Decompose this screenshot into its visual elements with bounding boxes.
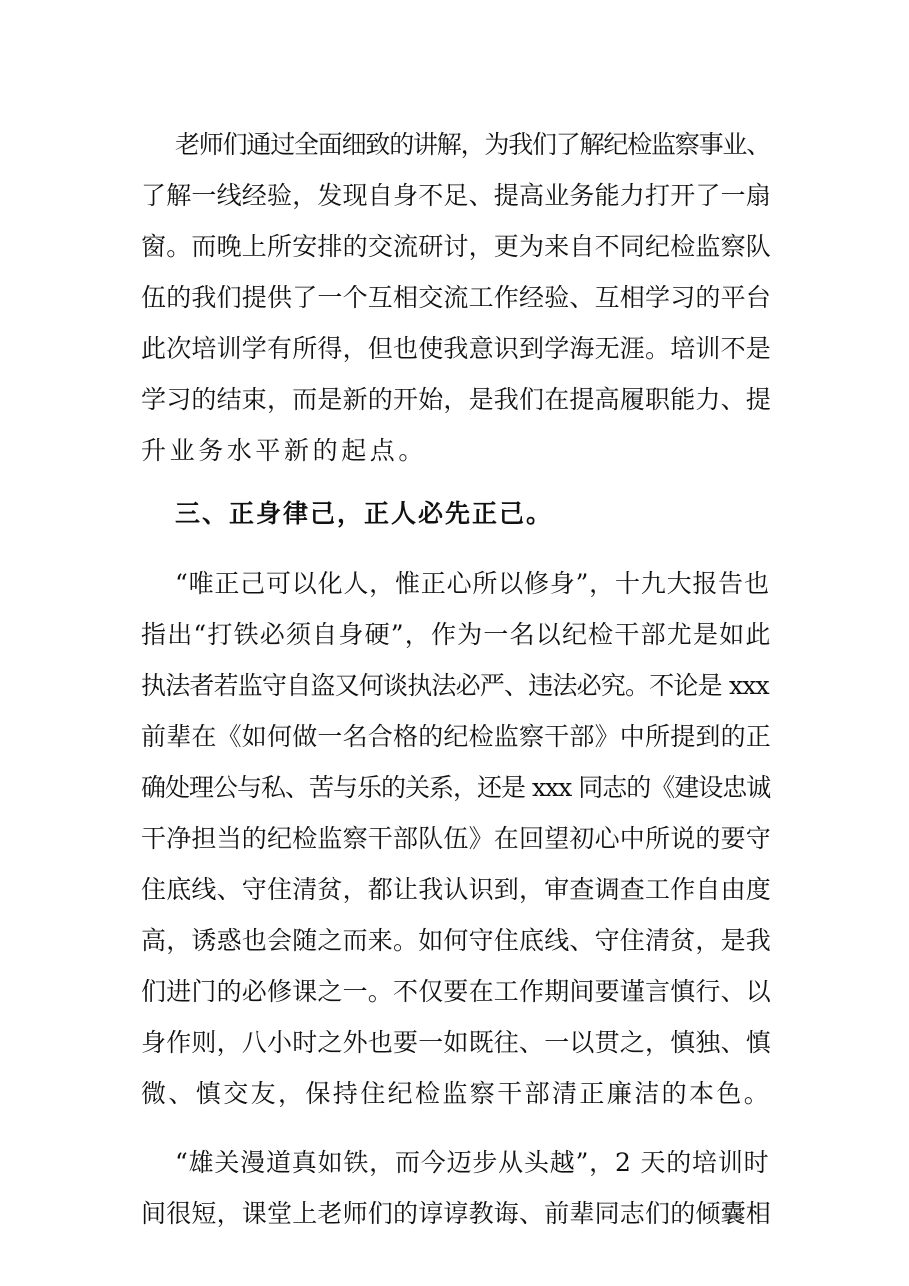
paragraph-3-line-2: 间很短，课堂上老师们的谆谆教诲、前辈同志们的倾囊相 xyxy=(141,1199,772,1228)
paragraph-2-line-1: “唯正己可以化人，惟正心所以修身”，十九大报告也 xyxy=(175,569,770,598)
section-heading: 三、正身律己，正人必先正己。 xyxy=(175,499,554,528)
paragraph-1-line-6: 学习的结束，而是新的开始，是我们在提高履职能力、提 xyxy=(141,385,772,414)
paragraph-1-line-7: 升业务水平新的起点。 xyxy=(141,436,428,465)
paragraph-2-line-2: 指出“打铁必须自身硬”，作为一名以纪检干部尤是如此 xyxy=(141,620,772,649)
paragraph-2-line-6: 干净担当的纪检监察干部队伍》在回望初心中所说的要守 xyxy=(141,824,772,853)
paragraph-1-line-1: 老师们通过全面细致的讲解，为我们了解纪检监察事业、 xyxy=(175,130,771,159)
paragraph-2-line-4: 前辈在《如何做一名合格的纪检监察干部》中所提到的正 xyxy=(141,722,772,751)
paragraph-2-line-9: 们进门的必修课之一。不仅要在工作期间要谨言慎行、以 xyxy=(141,977,772,1006)
paragraph-3-line-1: “雄关漫道真如铁，而今迈步从头越”，2 天的培训时 xyxy=(175,1148,770,1177)
paragraph-2-line-5: 确处理公与私、苦与乐的关系，还是 xxx 同志的《建设忠诚 xyxy=(141,773,771,802)
paragraph-2-line-10: 身作则，八小时之外也要一如既往、一以贯之，慎独、慎 xyxy=(141,1028,772,1057)
paragraph-2-line-7: 住底线、守住清贫，都让我认识到，审查调查工作自由度 xyxy=(141,875,772,904)
paragraph-1-line-4: 伍的我们提供了一个互相交流工作经验、互相学习的平台 xyxy=(141,283,772,312)
paragraph-2-line-8: 高，诱惑也会随之而来。如何守住底线、守住清贫，是我 xyxy=(141,926,772,955)
paragraph-1-line-5: 此次培训学有所得，但也使我意识到学海无涯。培训不是 xyxy=(141,334,772,363)
paragraph-2-line-3: 执法者若监守自盗又何谈执法必严、违法必究。不论是 xxx xyxy=(141,671,769,700)
paragraph-1-line-3: 窗。而晚上所安排的交流研讨，更为来自不同纪检监察队 xyxy=(141,232,772,261)
paragraph-2-line-11: 微、慎交友，保持住纪检监察干部清正廉洁的本色。 xyxy=(141,1079,772,1108)
paragraph-1-line-2: 了解一线经验，发现自身不足、提高业务能力打开了一扇 xyxy=(141,181,772,210)
